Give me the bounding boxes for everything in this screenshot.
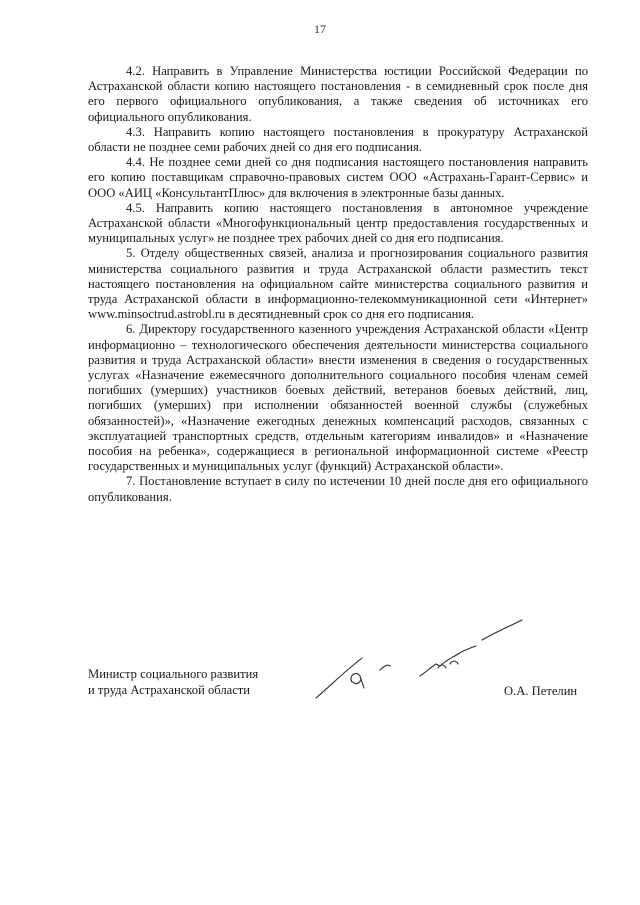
paragraph-4-2: 4.2. Направить в Управление Министерства юстиции Российской Федерации по Астраханской области копию настоящего постановления - в семидневный срок после дня его первого официального опубликования, а также сведения об источниках его официального опубликования. — [88, 64, 588, 124]
signatory-title — [88, 666, 258, 698]
paragraph-6: 6. Директору государственного казенного учреждения Астраханской области «Центр информационно – технологического обеспечения деятельности министерства социального развития и труда Астраханской области» внести изменения в сведения о государственных услугах «Назначение ежемесячного дополнительного социального пособия членам семей погибших (умерших) участников боевых действий, ветеранов боевых действий, лиц, погибших (умерших) при исполнении обязанностей военной службы (служебных обязанностей)», «Назначение ежегодных денежных компенсаций расходов, связанных с эксплуатацией транспортных средств, отдельным категориям инвалидов» и «Назначение пособия на ребенка», содержащиеся в региональной информационной системе «Реестр государственных и муниципальных услуг (функций) Астраханской области». — [88, 322, 588, 474]
signature-stroke — [380, 665, 390, 670]
paragraph-4-5: 4.5. Направить копию настоящего постановления в автономное учреждение Астраханской области «Многофункциональный центр предоставления государственных и муниципальных услуг» не позднее трех рабочих дней со дня его подписания. — [88, 200, 588, 246]
paragraph-7: 7. Постановление вступает в силу по истечении 10 дней после дня его официального опубликования. — [88, 474, 588, 504]
signature-stroke — [351, 674, 364, 688]
signature-stroke — [482, 620, 522, 640]
paragraph-5: 5. Отделу общественных связей, анализа и прогнозирования социального развития министерства социального развития и труда Астраханской области разместить текст настоящего постановления на официальном сайте министерства социального развития и труда Астраханской области в информационно-телекоммуникационной сети «Интернет» www.minsoctrud.astrobl.ru в десятидневный срок со дня его подписания. — [88, 246, 588, 322]
signatory-title-line2: и труда Астраханской области — [88, 683, 251, 697]
document-body — [88, 64, 588, 505]
paragraph-4-3: 4.3. Направить копию настоящего постановления в прокуратуру Астраханской области не позднее семи рабочих дней со дня его подписания. — [88, 124, 588, 155]
signatory-name: О.А. Петелин — [504, 684, 578, 698]
paragraph-4-4: 4.4. Не позднее семи дней со дня подписания настоящего постановления направить его копию поставщикам справочно-правовых систем ООО «Астрахань-Гарант-Сервис» и ООО «АИЦ «КонсультантПлюс» для включения в электронные базы данных. — [88, 155, 588, 200]
signatory-title-line1: Министр социального развития — [88, 667, 259, 681]
page-number: 17 — [314, 22, 326, 36]
signature-stroke — [420, 646, 476, 676]
signature-stroke — [316, 658, 362, 698]
